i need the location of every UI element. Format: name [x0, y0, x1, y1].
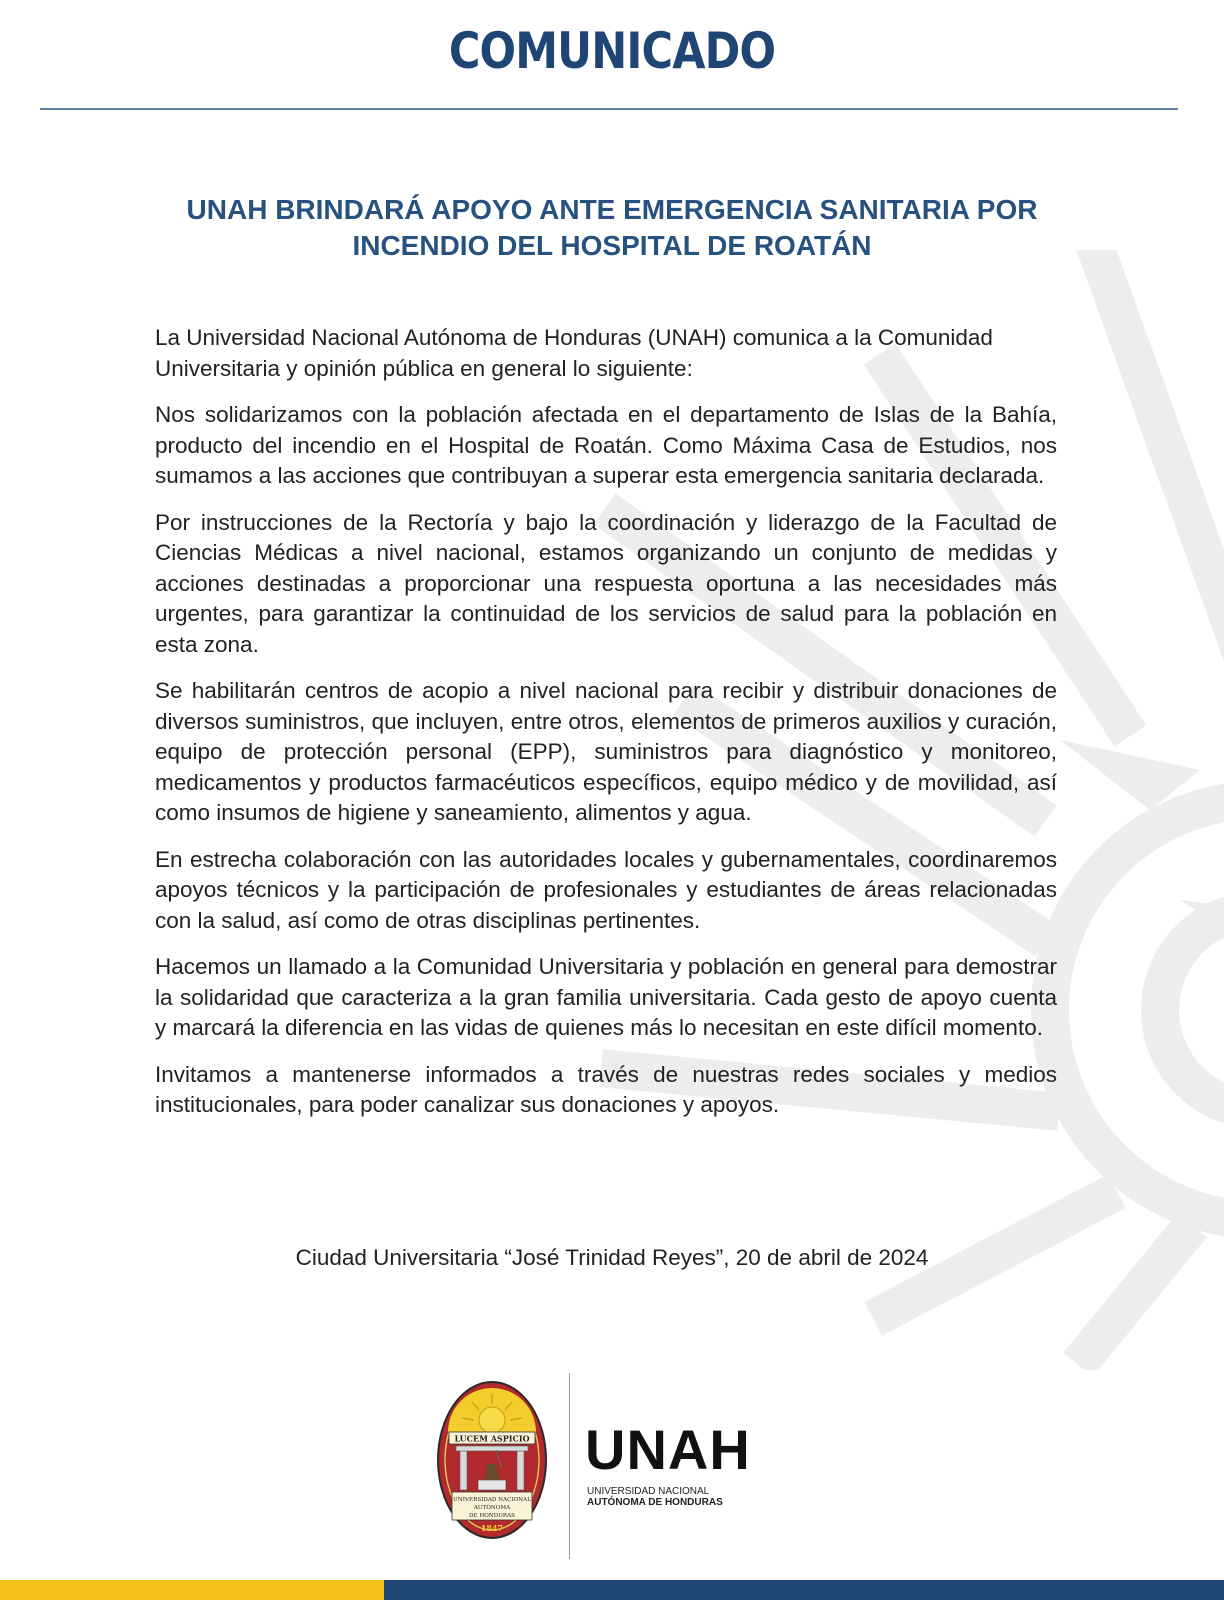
unah-wordmark: UNAH	[585, 1418, 751, 1481]
paragraph-intro: La Universidad Nacional Autónoma de Honduras (UNAH) comunica a la Comunidad Universitaria y opinión pública en general lo siguiente:	[155, 325, 993, 381]
headline	[100, 192, 1124, 264]
place-and-date: Ciudad Universitaria “José Trinidad Reyes”, 20 de abril de 2024	[295, 1245, 929, 1270]
paragraph-stay-informed: Invitamos a mantenerse informados a través de nuestras redes sociales y medios institucionales, para poder canalizar sus donaciones y apoyos.	[155, 1061, 1057, 1117]
headline-line-1: UNAH BRINDARÁ APOYO ANTE EMERGENCIA SANITARIA POR	[186, 194, 1038, 225]
seal-motto: LUCEM ASPICIO	[454, 1433, 530, 1444]
seal-year: 1847	[480, 1523, 504, 1533]
university-seal-icon	[436, 1380, 548, 1540]
document-title: COMUNICADO	[448, 22, 776, 80]
unah-wordmark-subtitle-2: AUTÓNOMA DE HONDURAS	[587, 1497, 723, 1508]
paragraph-collection-centers: Se habilitarán centros de acopio a nivel nacional para recibir y distribuir donaciones de diversos suministros, que incluyen, entre otros, elementos de primeros auxilios y curación, equipo de protección personal (EPP), suministros para diagnóstico y monitoreo, medicamentos y productos farmacéuticos específicos, equipo médico y de movilidad, así como insumos de higiene y saneamiento, alimentos y agua.	[155, 678, 1057, 825]
logo-divider	[569, 1373, 570, 1559]
paragraph-solidarity: Nos solidarizamos con la población afectada en el departamento de Islas de la Bahía, producto del incendio en el Hospital de Roatán. Como Máxima Casa de Estudios, nos sumamos a las acciones que contribuyan a superar esta emergencia sanitaria declarada.	[155, 402, 1057, 488]
footer-bar-gold	[0, 1580, 384, 1600]
header-divider	[40, 108, 1178, 110]
seal-text-line-3: DE HONDURAS	[469, 1513, 515, 1519]
seal-text-line-2: AUTÓNOMA	[473, 1505, 511, 1511]
paragraph-measures: Por instrucciones de la Rectoría y bajo la coordinación y liderazgo de la Facultad de Ciencias Médicas a nivel nacional, estamos organizando un conjunto de medidas y acciones destinadas a proporcionar una respuesta oportuna a las necesidades más urgentes, para garantizar la continuidad de los servicios de salud para la población en esta zona.	[155, 509, 1057, 657]
statement-body	[155, 323, 1057, 1137]
paragraph-collaboration: En estrecha colaboración con las autoridades locales y gubernamentales, coordinaremos apoyos técnicos y la participación de profesionales y estudiantes de áreas relacionadas con la salud, así como de otras disciplinas pertinentes.	[155, 846, 1057, 933]
unah-wordmark-subtitle-1: UNIVERSIDAD NACIONAL	[587, 1486, 710, 1497]
paragraph-call-to-action: Hacemos un llamado a la Comunidad Universitaria y población en general para demostrar la solidaridad que caracteriza a la gran familia universitaria. Cada gesto de apoyo cuenta y marcará la diferencia en las vidas de quienes más lo necesitan en este difícil momento.	[155, 954, 1057, 1040]
headline-line-2: INCENDIO DEL HOSPITAL DE ROATÁN	[352, 230, 872, 261]
seal-text-line-1: UNIVERSIDAD NACIONAL	[453, 1497, 531, 1503]
footer-bar-navy	[384, 1580, 1224, 1600]
